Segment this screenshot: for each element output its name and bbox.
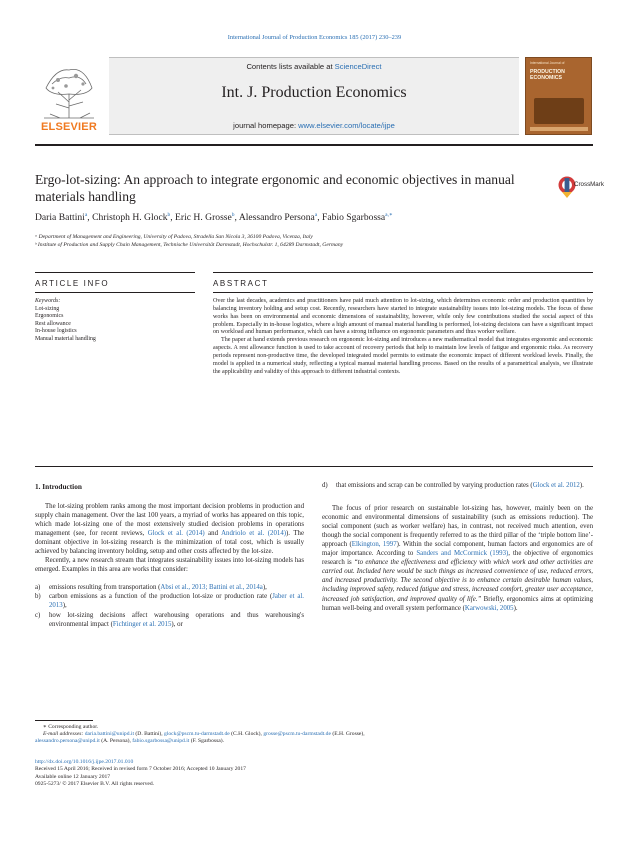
author[interactable]: Fabio Sgarbossa$^{a,∗}$ — [322, 212, 393, 224]
left-column — [35, 502, 304, 629]
article-history — [35, 759, 595, 789]
journal-title: Int. J. Production Economics — [221, 84, 407, 101]
email-link[interactable]: grosse@pscm.tu-darmstadt.de — [263, 731, 331, 738]
keyword-item: Ergonomics — [35, 313, 64, 320]
doi-link[interactable]: http://dx.doi.org/10.1016/j.ijpe.2017.01.010 — [35, 759, 134, 765]
corresponding-author-note: ∗ Corresponding author. — [43, 724, 99, 730]
body-paragraph: The focus of prior research on sustainable lot-sizing has, however, mainly been on the economic and environmental dimensions of sustainability (such as emissions reduction). The social component (such as worker welfare) has, in contrast, not received much attention, even though the social component is frequently referred to as the third pillar of the ‘triple bottom line’-approach (Elkington, 1997). Within the social component, human factors and ergonomics are of major importance. According to Sanders and McCormick (1993), the objective of ergonomics research is “to enhance the effectiveness and efficiency with which work and other activities are carried out. Included here would be such things as increased convenience of use, reduced errors, and increased productivity. The second objective is to enhance certain desirable human values, including improved safety, reduced fatigue and stress, increased comfort, greater user acceptance, increased job satisfaction, and improved quality of life.” Briefly, ergonomics aims at optimizing human well-being and overall system performance (Karwowski, 2005). — [322, 505, 594, 612]
homepage-link[interactable]: www.elsevier.com/locate/ijpe — [298, 121, 395, 130]
citation-link[interactable]: Glock et al. 2012 — [532, 482, 580, 489]
article-info-heading: ARTICLE INFO — [35, 279, 110, 288]
citation-link[interactable]: Elkington, 1997 — [351, 541, 397, 549]
cover-top-text: International Journal of — [530, 61, 565, 65]
list-item: a) emissions resulting from transportation (Absi et al., 2013; Battini et al., 2014a), — [35, 584, 267, 592]
email-addresses-cont: alessandro.persona@unipd.it (A. Persona), fabio.sgarbossa@unipd.it (F. Sgarbossa). — [35, 738, 224, 745]
available-online: Available online 12 January 2017 — [35, 773, 111, 780]
keywords-label: Keywords: — [35, 298, 61, 304]
abstract-paragraph: Over the last decades, academics and practitioners have paid much attention to lot-sizing, which determines economic order and production quantities by balancing inventory holding and setup cost. Recently, researchers have started to integrate sustainability issues into lot-sizing models. The focus of these works has been on environmental and economic dimensions of sustainability, however, while only few contributions studied the social aspect of this problem. Especially in in-house logistics, where a high amount of manual material handling is performed, lot-sizing decisions can have a significant impact on workload and human performance, which can have a strong influence on ergonomic parameters and thus worker welfare. — [213, 298, 593, 336]
received-dates: Received 15 April 2016; Received in revised form 7 October 2016; Accepted 10 January 2017 — [35, 766, 246, 773]
citation-link[interactable]: Fichtinger et al. 2015 — [112, 620, 172, 628]
abstract-rule-2 — [213, 292, 593, 293]
affiliation-a: ᵃ Department of Management and Engineering, University of Padova, Stradella San Nicola 3, 36100 Padova, Vicenza, Italy — [35, 234, 313, 240]
cover-image — [534, 98, 584, 124]
article-info-rule-2 — [35, 292, 195, 293]
list-item: b) carbon emissions as a function of the production lot-size or production rate (Jaber et al. 2013), — [35, 593, 305, 610]
abstract-heading: ABSTRACT — [213, 279, 269, 288]
email-link[interactable]: alessandro.persona@unipd.it — [35, 738, 100, 745]
cover-bar — [530, 127, 588, 131]
body-paragraph: Recently, a new research stream that integrates sustainability issues into lot-sizing models has emerged. Examples in this area are works that consider: — [35, 557, 304, 574]
right-column — [322, 481, 593, 613]
email-link[interactable]: fabio.sgarbossa@unipd.it — [132, 738, 190, 745]
citation-link[interactable]: Jaber et al. 2013 — [49, 593, 305, 610]
contents-availability — [109, 62, 519, 71]
author-list: Daria Battini$^a$, Christoph H. Glock$^b$, Eric H. Grosse$^b$, Alessandro Persona$^a$, Fabio Sgarbossa$^{a,∗}$ — [35, 212, 393, 224]
crossmark-label[interactable]: CrossMark — [574, 181, 604, 188]
contents-prefix: Contents lists available at — [246, 62, 335, 71]
abstract-rule — [213, 272, 593, 273]
keyword-item: Lot-sizing — [35, 305, 60, 312]
email-link[interactable]: daria.battini@unipd.it — [84, 731, 135, 738]
cover-title-text: PRODUCTION ECONOMICS — [530, 69, 565, 81]
abstract-bottom-rule — [35, 466, 593, 467]
article-title: Ergo-lot-sizing: An approach to integrate ergonomic and economic objectives in manual materials handling — [35, 172, 515, 204]
citation-link[interactable]: Sanders and McCormick (1993) — [416, 550, 509, 558]
keywords-block — [35, 298, 195, 344]
homepage-prefix: journal homepage: — [233, 121, 299, 130]
crossmark-icon[interactable] — [557, 174, 597, 204]
journal-reference[interactable]: International Journal of Production Economics 185 (2017) 230–239 — [227, 34, 402, 41]
citation-link[interactable]: Absi et al., 2013; Battini et al., 2014a — [160, 584, 263, 592]
body-paragraph: The lot-sizing problem ranks among the most important decision problems in production and supply chain management. Over the last 100 years, a myriad of works has appeared on this topic, which made lot-sizing one of the most extensively studied decision problems in operations management (see, for recent reviews, Glock et al. (2014) and Andriolo et al. (2014)). The dominant objective in lot-sizing research is the minimization of total cost, which is usually achieved by balancing inventory holding, setup and other costs affected by the lot-size. — [35, 503, 304, 556]
article-info-rule — [35, 272, 195, 273]
abstract-paragraph: The paper at hand extends previous research on ergonomic lot-sizing and introduces a new mathematical model that integrates ergonomic and economic aspects. A rest allowance function is used to take account of recovery periods that help to maintain low levels of fatigue and ergonomic risks. As recovery periods represent non-productive time, the developed integrated model permits to estimate the economic impact of different workload levels. Finally, the model is applied in a numerical study, reflecting a typical manual material handling process. Based on the results of a parametrical analysis, we illustrate the applicability and validity of this approach to different industrial contexts. — [213, 337, 593, 375]
copyright: 0925-5273/ © 2017 Elsevier B.V. All rights reserved. — [35, 781, 155, 788]
author[interactable]: Eric H. Grosse$^b$ — [175, 212, 235, 224]
footnote-rule — [35, 720, 93, 721]
list-item: d) that emissions and scrap can be controlled by varying production rates (Glock et al. 2012). — [322, 482, 584, 489]
section-heading-introduction: 1. Introduction — [35, 482, 82, 491]
publisher-name: ELSEVIER — [40, 121, 97, 133]
footnotes — [35, 724, 595, 746]
keyword-item: Manual material handling — [35, 335, 96, 342]
keyword-item: In-house logistics — [35, 328, 77, 335]
sciencedirect-link[interactable]: ScienceDirect — [334, 62, 382, 71]
abstract-text — [213, 298, 593, 376]
journal-cover-thumbnail[interactable] — [525, 57, 592, 135]
author[interactable]: Christoph H. Glock$^b$ — [92, 212, 171, 224]
list-item: c) how lot-sizing decisions affect warehousing operations and thus warehousing's environmental impact (Fichtinger et al. 2015), or — [35, 611, 304, 628]
email-addresses: E-mail addresses: daria.battini@unipd.it (D. Battini), glock@pscm.tu-darmstadt.de (C.H. Glock), grosse@pscm.tu-darmstadt.de (E.H. Grosse), — [43, 731, 365, 738]
author[interactable]: Daria Battini$^a$ — [35, 212, 88, 224]
affiliation-b: ᵇ Institute of Production and Supply Chain Management, Technische Universität Darmstadt, Hochschulstr. 1, 64289 Darmstadt, Germany — [35, 242, 344, 248]
email-link[interactable]: glock@pscm.tu-darmstadt.de — [164, 731, 230, 738]
citation-link[interactable]: Andriolo et al. (2014) — [221, 530, 287, 538]
journal-homepage — [109, 121, 519, 130]
citation-link[interactable]: Glock et al. (2014) — [147, 530, 205, 538]
quoted-definition: “to enhance the effectiveness and efficiency with which work and other activities are carried out. Included here would be such things as increased convenience of use, reduced errors, and increased productivity. The second objective is to enhance certain desirable human values, including improved safety, reduced fatigue and stress, increased comfort, greater user acceptance, increased job satisfaction, and improved quality of life.” — [322, 559, 594, 603]
header-rule — [35, 144, 593, 146]
author[interactable]: Alessandro Persona$^a$ — [238, 212, 318, 224]
keyword-item: Rest allowance — [35, 320, 71, 327]
citation-link[interactable]: Karwowski, 2005 — [464, 604, 514, 612]
